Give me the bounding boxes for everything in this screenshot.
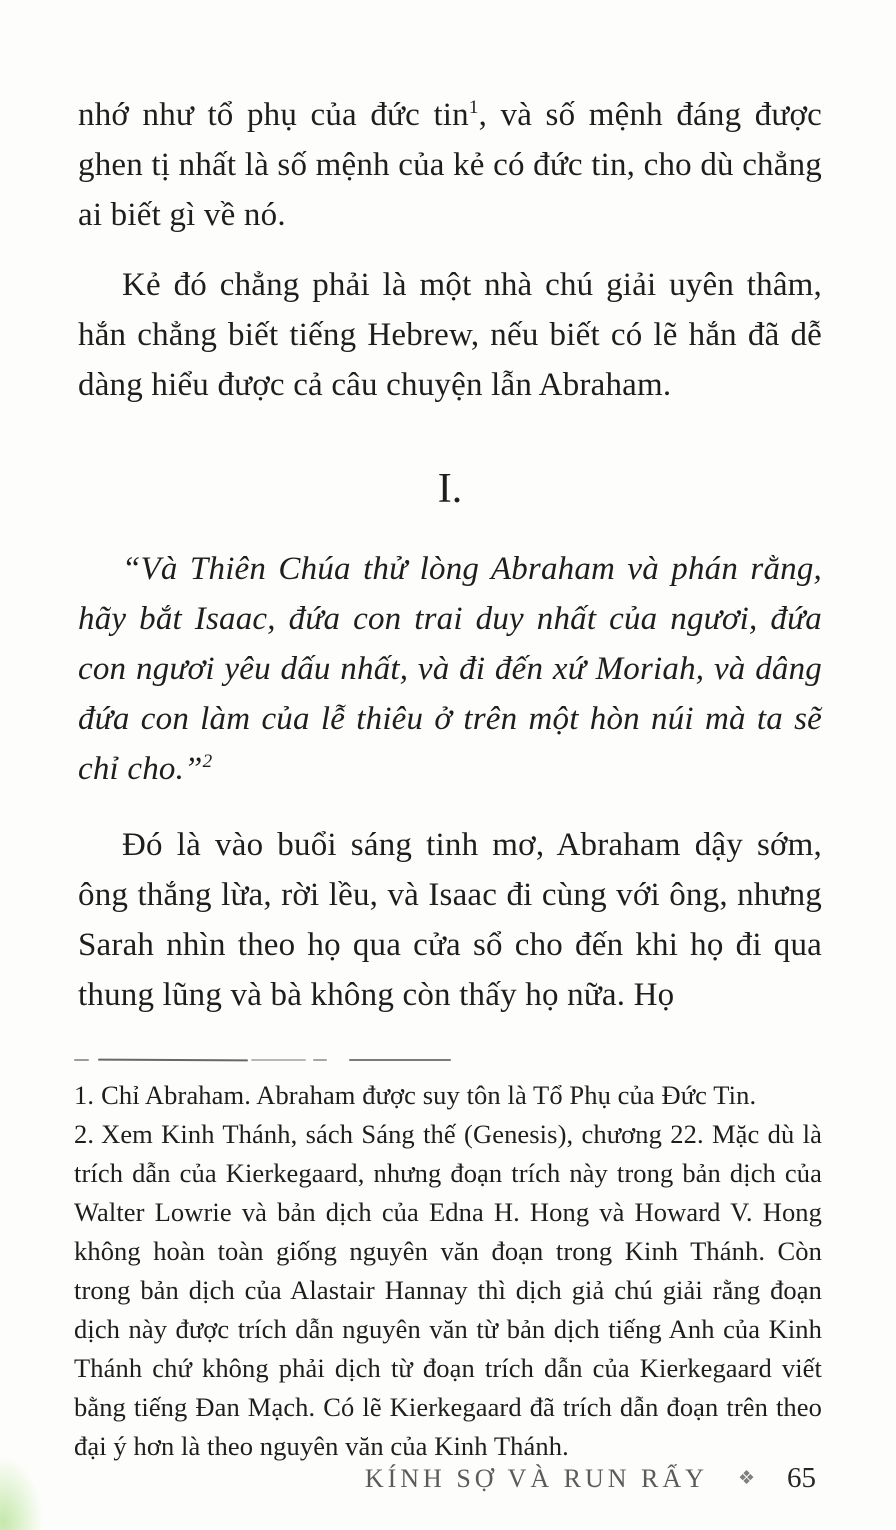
paragraph: Đó là vào buổi sáng tinh mơ, Abraham dậy sớm, ông thắng lừa, rời lều, và Isaac đi cùng với ông, nhưng Sarah nhìn theo họ qua cửa sổ cho đến khi họ đi qua thung lũng và bà không còn thấy họ nữa. Họ (78, 827, 822, 1014)
body-text (78, 90, 822, 1020)
quote-text: “Và Thiên Chúa thử lòng Abraham và phán rằng, hãy bắt Isaac, đứa con trai duy nhất của ngươi, đứa con ngươi yêu dấu nhất, và đi đến xứ Moriah, và dâng đứa con làm của lễ thiêu ở trên một hòn núi mà ta sẽ chỉ cho.” (78, 551, 822, 788)
page-number: 65 (787, 1462, 816, 1494)
footnotes-section (74, 1058, 822, 1466)
footnote-number: 2. (74, 1119, 95, 1149)
scan-artifact (0, 1458, 42, 1530)
scripture-quote (78, 544, 822, 794)
diamond-ornament-icon: ❖ (737, 1468, 755, 1489)
section-heading: I. (437, 466, 463, 512)
paragraph-text: , và số mệnh đáng được ghen tị nhất là số mệnh của kẻ có đức tin, cho dù chẳng ai biết gì về nó. (78, 97, 822, 233)
running-title: KÍNH SỢ VÀ RUN RẨY (364, 1464, 708, 1493)
footnote-reference-2: 2 (202, 751, 213, 773)
paragraph-continuation (78, 90, 822, 240)
paragraph-text: nhớ như tổ phụ của đức tin (78, 97, 469, 133)
page-footer (365, 1462, 816, 1495)
footnote-text: Chỉ Abraham. Abraham được suy tôn là Tổ Phụ của Đức Tin. (101, 1080, 757, 1110)
footnote-1 (74, 1076, 822, 1115)
footnote-number: 1. (74, 1080, 95, 1110)
footnote-2 (74, 1115, 822, 1466)
footnote-text: Xem Kinh Thánh, sách Sáng thế (Genesis), chương 22. Mặc dù là trích dẫn của Kierkegaard, nhưng đoạn trích này trong bản dịch của Walter Lowrie và bản dịch của Edna H. Hong và Howard V. Hong không hoàn toàn giống nguyên văn đoạn trong Kinh Thánh. Còn trong bản dịch của Alastair Hannay thì dịch giả chú giải rằng đoạn dịch này được trích dẫn nguyên văn từ bản dịch tiếng Anh của Kinh Thánh chứ không phải dịch từ đoạn trích dẫn của Kierkegaard viết bằng tiếng Đan Mạch. Có lẽ Kierkegaard đã trích dẫn đoạn trên theo đại ý hơn là theo nguyên văn của Kinh Thánh. (74, 1119, 822, 1461)
footnote-reference-1: 1 (468, 97, 479, 118)
footnote-separator (74, 1058, 822, 1062)
paragraph: Kẻ đó chẳng phải là một nhà chú giải uyên thâm, hắn chẳng biết tiếng Hebrew, nếu biết có lẽ hắn đã dễ dàng hiểu được cả câu chuyện lẫn Abraham. (78, 267, 822, 403)
